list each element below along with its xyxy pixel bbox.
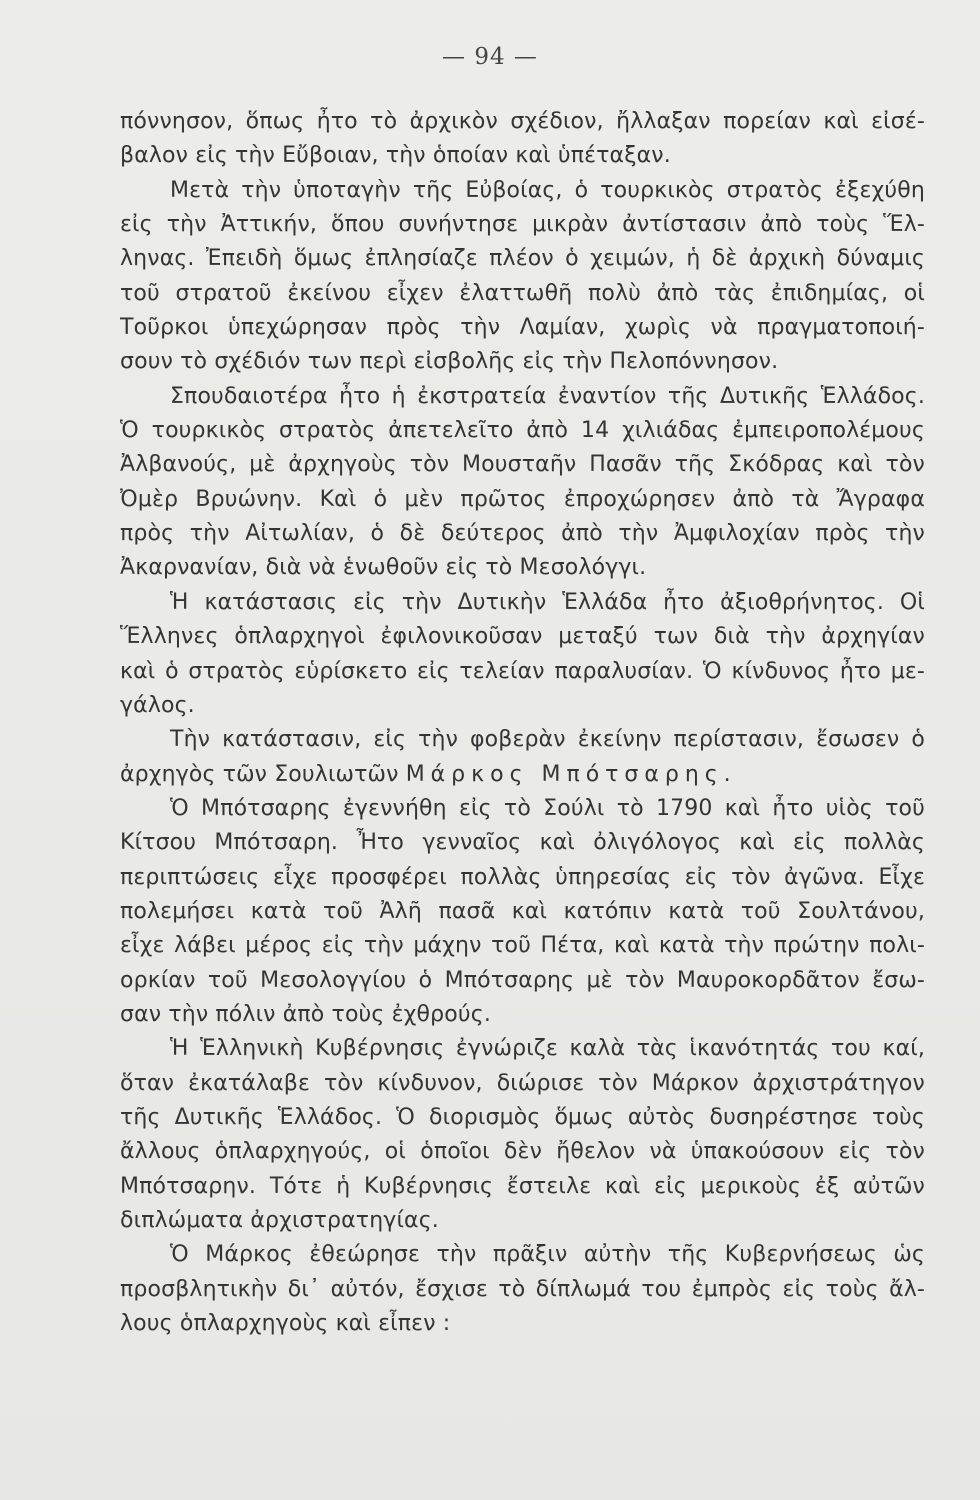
text-line-content: Ὁ Μπότσαρης ἐγεννήθη εἰς τὸ Σούλι τὸ 1790 καὶ ἦτο υἱὸς τοῦ	[170, 795, 925, 821]
text-line-content: σουν τὸ σχέδιόν των περὶ εἰσβολῆς εἰς τὴν Πελοπόννησον.	[120, 349, 779, 375]
text-line	[120, 345, 925, 379]
text-line	[120, 517, 925, 551]
text-line	[120, 174, 925, 208]
text-line	[120, 208, 925, 242]
text-line	[120, 139, 925, 173]
text-line-content: ὅταν ἐκατάλαβε τὸν κίνδυνον, διώρισε τὸν Μάρκον ἀρχιστράτηγον	[120, 1070, 925, 1096]
text-line-content: καὶ ὁ στρατὸς εὑρίσκετο εἰς τελείαν παραλυσίαν. Ὁ κίνδυνος ἦτο με-	[120, 658, 925, 684]
text-line-content: ληνας. Ἐπειδὴ ὅμως ἐπλησίαζε πλέον ὁ χειμών, ἡ δὲ ἀρχικὴ δύναμις	[120, 246, 925, 272]
text-line	[120, 655, 925, 689]
text-line-content: ορκίαν τοῦ Μεσολογγίου ὁ Μπότσαρης μὲ τὸν Μαυροκορδᾶτον ἔσω-	[120, 967, 925, 993]
text-line-content: Ὁ τουρκικὸς στρατὸς ἀπετελεῖτο ἀπὸ 14 χιλιάδας ἐμπειροπολέμους	[120, 418, 925, 444]
text-line-content: πόννησον, ὅπως ἦτο τὸ ἀρχικὸν σχέδιον, ἤλλαξαν πορείαν καὶ εἰσέ-	[120, 109, 925, 134]
text-line-content: Μετὰ τὴν ὑποταγὴν τῆς Εὐβοίας, ὁ τουρκικὸς στρατὸς ἐξεχύθη	[170, 177, 925, 203]
text-line	[120, 792, 925, 826]
text-line-content: Τὴν κατάστασιν, εἰς τὴν φοβερὰν ἐκείνην περίστασιν, ἔσωσεν ὁ	[170, 727, 925, 753]
text-line	[120, 551, 925, 585]
text-line-content: σαν τὴν πόλιν ἀπὸ τοὺς ἐχθρούς.	[120, 1001, 491, 1027]
text-line-content: Τοῦρκοι ὑπεχώρησαν πρὸς τὴν Λαμίαν, χωρὶς νὰ πραγματοποιή-	[120, 315, 925, 341]
text-line-content: Κίτσου Μπότσαρη. Ἦτο γενναῖος καὶ ὀλιγόλογος καὶ εἰς πολλὰς	[120, 830, 925, 856]
text-line-content: περιπτώσεις εἶχε προσφέρει πολλὰς ὑπηρεσίας εἰς τὸν ἀγῶνα. Εἶχε	[120, 864, 925, 890]
text-line	[120, 1032, 925, 1066]
text-line-content: Ὁ Μάρκος ἐθεώρησε τὴν πρᾶξιν αὐτὴν τῆς Κυβερνήσεως ὡς	[170, 1242, 925, 1268]
text-line-content: Ἡ κατάστασις εἰς τὴν Δυτικὴν Ἑλλάδα ἦτο ἀξιοθρήνητος. Οἱ	[170, 589, 925, 615]
text-line	[120, 1307, 925, 1341]
page-number: — 94 —	[442, 44, 538, 70]
text-line	[120, 998, 925, 1032]
text-line	[120, 895, 925, 929]
text-line-content: Ὀμὲρ Βρυώνην. Καὶ ὁ μὲν πρῶτος ἐπροχώρησεν ἀπὸ τὰ Ἄγραφα	[120, 486, 925, 512]
text-line-content: ἄλλους ὁπλαρχηγούς, οἱ ὁποῖοι δὲν ἤθελον νὰ ὑπακούσουν εἰς τὸν	[120, 1139, 925, 1165]
text-line	[120, 861, 925, 895]
text-line-content: γάλος.	[120, 692, 195, 718]
text-line	[120, 1170, 925, 1204]
spaced-name: Μάρκος Μπότσαρης.	[405, 761, 737, 787]
text-line-content: διπλώματα ἀρχιστρατηγίας.	[120, 1208, 439, 1233]
text-line-content: Ἀκαρνανίαν, διὰ νὰ ἑνωθοῦν εἰς τὸ Μεσολόγγι.	[120, 555, 647, 581]
text-line	[120, 1067, 925, 1101]
text-line-content: Ἕλληνες ὁπλαρχηγοὶ ἐφιλονικοῦσαν μεταξύ των διὰ τὴν ἀρχηγίαν	[120, 624, 925, 650]
text-line	[120, 620, 925, 654]
text-line-content: εἶχε λάβει μέρος εἰς τὴν μάχην τοῦ Πέτα, καὶ κατὰ τὴν πρώτην πολι-	[120, 933, 925, 959]
text-line	[120, 414, 925, 448]
text-line-content: τῆς Δυτικῆς Ἑλλάδος. Ὁ διορισμὸς ὅμως αὐτὸς δυσηρέστησε τοὺς	[120, 1104, 925, 1130]
text-line-content: Ἀλβανούς, μὲ ἀρχηγοὺς τὸν Μουσταῆν Πασᾶν τῆς Σκόδρας καὶ τὸν	[120, 452, 925, 478]
text-line	[120, 1273, 925, 1307]
text-line	[120, 758, 925, 792]
text-line-content: εἰς τὴν Ἀττικήν, ὅπου συνήντησε μικρὰν ἀντίστασιν ἀπὸ τοὺς Ἕλ-	[120, 212, 925, 238]
text-line	[120, 242, 925, 276]
body-text	[120, 105, 925, 1341]
text-line	[120, 964, 925, 998]
text-line-content: Ἡ Ἑλληνικὴ Κυβέρνησις ἐγνώριζε καλὰ τὰς ἱκανότητάς του καί,	[170, 1036, 925, 1062]
text-line	[120, 105, 925, 139]
text-line-content: λους ὁπλαρχηγοὺς καὶ εἶπεν :	[120, 1311, 451, 1337]
text-line	[120, 929, 925, 963]
text-line-content: προσβλητικὴν δι᾽ αὐτόν, ἔσχισε τὸ δίπλωμά του ἐμπρὸς εἰς τοὺς ἄλ-	[120, 1276, 925, 1302]
text-line	[120, 1135, 925, 1169]
text-line	[120, 586, 925, 620]
text-line	[120, 277, 925, 311]
text-line-content: Μπότσαρην. Τότε ἡ Κυβέρνησις ἔστειλε καὶ εἰς μερικοὺς ἐξ αὐτῶν	[120, 1173, 925, 1199]
text-line	[120, 380, 925, 414]
text-line	[120, 483, 925, 517]
text-line	[120, 723, 925, 757]
text-line-content: τοῦ στρατοῦ ἐκείνου εἶχεν ἐλαττωθῆ πολὺ ἀπὸ τὰς ἐπιδημίας, οἱ	[120, 280, 925, 306]
text-line	[120, 1204, 925, 1238]
text-line-content: πολεμήσει κατὰ τοῦ Ἀλῆ πασᾶ καὶ κατόπιν κατὰ τοῦ Σουλτάνου,	[120, 898, 925, 924]
text-line	[120, 689, 925, 723]
text-line	[120, 1101, 925, 1135]
text-line	[120, 448, 925, 482]
text-line-content: βαλον εἰς τὴν Εὔβοιαν, τὴν ὁποίαν καὶ ὑπέταξαν.	[120, 143, 671, 169]
text-line-content: ἀρχηγὸς τῶν Σουλιωτῶν	[120, 761, 399, 787]
text-line	[120, 1238, 925, 1272]
text-line-content: Σπουδαιοτέρα ἦτο ἡ ἐκστρατεία ἐναντίον τῆς Δυτικῆς Ἑλλάδος.	[170, 383, 925, 409]
text-line	[120, 311, 925, 345]
text-line-content: πρὸς τὴν Αἰτωλίαν, ὁ δὲ δεύτερος ἀπὸ τὴν Ἀμφιλοχίαν πρὸς τὴν	[120, 521, 925, 547]
text-line	[120, 826, 925, 860]
